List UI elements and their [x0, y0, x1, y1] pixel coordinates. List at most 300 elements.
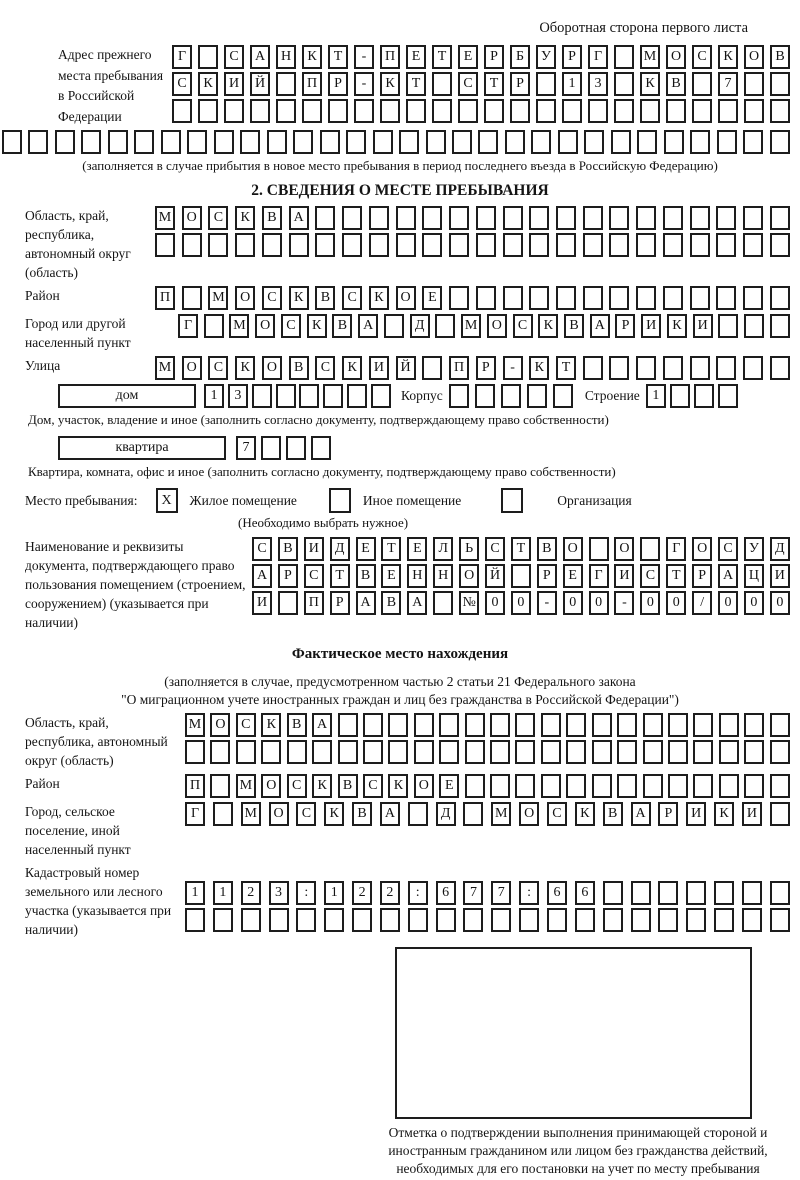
char-cell[interactable] — [770, 881, 790, 905]
char-cell[interactable] — [439, 713, 459, 737]
char-cell[interactable] — [714, 881, 734, 905]
char-cell[interactable]: 0 — [485, 591, 505, 615]
char-cell[interactable] — [566, 740, 586, 764]
char-cell[interactable] — [210, 774, 230, 798]
char-cell[interactable]: И — [693, 314, 713, 338]
char-cell[interactable] — [719, 713, 739, 737]
char-cell[interactable] — [352, 908, 372, 932]
char-cell[interactable]: Т — [666, 564, 686, 588]
char-cell[interactable]: Р — [692, 564, 712, 588]
char-cell[interactable]: О — [235, 286, 255, 310]
char-cell[interactable]: М — [155, 206, 175, 230]
char-cell[interactable] — [490, 713, 510, 737]
char-cell[interactable] — [527, 384, 547, 408]
char-cell[interactable]: К — [369, 286, 389, 310]
char-cell[interactable] — [505, 130, 525, 154]
char-cell[interactable] — [432, 99, 452, 123]
char-cell[interactable]: П — [185, 774, 205, 798]
char-cell[interactable]: Е — [422, 286, 442, 310]
char-cell[interactable] — [609, 356, 629, 380]
char-cell[interactable] — [742, 908, 762, 932]
char-cell[interactable]: С — [718, 537, 738, 561]
char-cell[interactable]: Т — [511, 537, 531, 561]
char-cell[interactable]: Е — [356, 537, 376, 561]
char-cell[interactable]: С — [315, 356, 335, 380]
char-cell[interactable] — [611, 130, 631, 154]
char-cell[interactable]: 6 — [436, 881, 456, 905]
char-cell[interactable]: 3 — [588, 72, 608, 96]
char-cell[interactable] — [511, 564, 531, 588]
char-cell[interactable]: А — [718, 564, 738, 588]
char-cell[interactable]: К — [538, 314, 558, 338]
char-cell[interactable]: 1 — [562, 72, 582, 96]
char-cell[interactable]: 6 — [547, 881, 567, 905]
char-cell[interactable]: Т — [432, 45, 452, 69]
char-cell[interactable] — [81, 130, 101, 154]
char-cell[interactable]: С — [296, 802, 316, 826]
char-cell[interactable] — [276, 384, 296, 408]
char-cell[interactable]: А — [380, 802, 400, 826]
char-cell[interactable] — [208, 233, 228, 257]
char-cell[interactable] — [609, 206, 629, 230]
char-cell[interactable] — [204, 314, 224, 338]
char-cell[interactable] — [278, 591, 298, 615]
char-cell[interactable]: А — [252, 564, 272, 588]
char-cell[interactable]: И — [369, 356, 389, 380]
char-cell[interactable] — [342, 206, 362, 230]
char-cell[interactable] — [690, 286, 710, 310]
char-cell[interactable] — [592, 740, 612, 764]
char-cell[interactable] — [369, 206, 389, 230]
char-cell[interactable]: - — [503, 356, 523, 380]
char-cell[interactable] — [414, 713, 434, 737]
char-cell[interactable] — [422, 233, 442, 257]
char-cell[interactable]: - — [354, 72, 374, 96]
char-cell[interactable] — [614, 99, 634, 123]
char-cell[interactable] — [213, 802, 233, 826]
char-cell[interactable]: М — [236, 774, 256, 798]
char-cell[interactable]: Ц — [744, 564, 764, 588]
char-cell[interactable] — [503, 206, 523, 230]
char-cell[interactable] — [614, 72, 634, 96]
char-cell[interactable] — [369, 233, 389, 257]
char-cell[interactable] — [312, 740, 332, 764]
char-cell[interactable]: Н — [407, 564, 427, 588]
char-cell[interactable] — [636, 206, 656, 230]
char-cell[interactable]: 3 — [269, 881, 289, 905]
char-cell[interactable] — [388, 713, 408, 737]
char-cell[interactable] — [262, 233, 282, 257]
char-cell[interactable]: 2 — [380, 881, 400, 905]
char-cell[interactable] — [670, 384, 690, 408]
char-cell[interactable] — [380, 908, 400, 932]
char-cell[interactable]: С — [547, 802, 567, 826]
char-cell[interactable]: М — [155, 356, 175, 380]
char-cell[interactable] — [250, 99, 270, 123]
char-cell[interactable] — [510, 99, 530, 123]
char-cell[interactable] — [770, 206, 790, 230]
char-cell[interactable] — [566, 713, 586, 737]
char-cell[interactable] — [668, 713, 688, 737]
char-cell[interactable]: А — [356, 591, 376, 615]
char-cell[interactable] — [575, 908, 595, 932]
char-cell[interactable] — [770, 740, 790, 764]
char-cell[interactable]: В — [332, 314, 352, 338]
char-cell[interactable]: П — [380, 45, 400, 69]
char-cell[interactable] — [770, 99, 790, 123]
char-cell[interactable]: К — [718, 45, 738, 69]
char-cell[interactable] — [631, 881, 651, 905]
char-cell[interactable]: С — [281, 314, 301, 338]
char-cell[interactable] — [743, 206, 763, 230]
char-cell[interactable]: Е — [381, 564, 401, 588]
char-cell[interactable] — [716, 206, 736, 230]
char-cell[interactable] — [529, 206, 549, 230]
char-cell[interactable] — [717, 130, 737, 154]
char-cell[interactable]: В — [287, 713, 307, 737]
char-cell[interactable] — [449, 286, 469, 310]
char-cell[interactable]: Й — [396, 356, 416, 380]
char-cell[interactable] — [744, 314, 764, 338]
char-cell[interactable]: Д — [330, 537, 350, 561]
char-cell[interactable] — [346, 130, 366, 154]
char-cell[interactable]: С — [485, 537, 505, 561]
char-cell[interactable] — [240, 130, 260, 154]
char-cell[interactable] — [536, 99, 556, 123]
char-cell[interactable]: В — [356, 564, 376, 588]
char-cell[interactable] — [380, 99, 400, 123]
char-cell[interactable]: В — [352, 802, 372, 826]
char-cell[interactable] — [744, 99, 764, 123]
char-cell[interactable] — [719, 740, 739, 764]
char-cell[interactable]: О — [666, 45, 686, 69]
char-cell[interactable]: А — [590, 314, 610, 338]
char-cell[interactable]: К — [324, 802, 344, 826]
char-cell[interactable]: Г — [178, 314, 198, 338]
char-cell[interactable]: С — [208, 206, 228, 230]
char-cell[interactable]: 7 — [491, 881, 511, 905]
char-cell[interactable] — [603, 908, 623, 932]
char-cell[interactable] — [236, 740, 256, 764]
char-cell[interactable] — [584, 130, 604, 154]
char-cell[interactable]: Е — [406, 45, 426, 69]
char-cell[interactable] — [373, 130, 393, 154]
char-cell[interactable]: Р — [330, 591, 350, 615]
char-cell[interactable] — [315, 206, 335, 230]
char-cell[interactable] — [744, 713, 764, 737]
char-cell[interactable]: Б — [510, 45, 530, 69]
char-cell[interactable]: И — [252, 591, 272, 615]
char-cell[interactable] — [490, 774, 510, 798]
char-cell[interactable] — [478, 130, 498, 154]
char-cell[interactable] — [55, 130, 75, 154]
char-cell[interactable]: 7 — [718, 72, 738, 96]
char-cell[interactable]: В — [262, 206, 282, 230]
char-cell[interactable]: К — [380, 72, 400, 96]
char-cell[interactable] — [529, 233, 549, 257]
char-cell[interactable]: Й — [485, 564, 505, 588]
char-cell[interactable]: Т — [328, 45, 348, 69]
char-cell[interactable]: Г — [588, 45, 608, 69]
char-cell[interactable]: К — [312, 774, 332, 798]
char-cell[interactable] — [614, 45, 634, 69]
char-cell[interactable]: Р — [615, 314, 635, 338]
char-cell[interactable]: У — [536, 45, 556, 69]
char-cell[interactable] — [531, 130, 551, 154]
char-cell[interactable]: 0 — [666, 591, 686, 615]
char-cell[interactable]: А — [312, 713, 332, 737]
char-cell[interactable] — [592, 713, 612, 737]
char-cell[interactable] — [743, 286, 763, 310]
char-cell[interactable]: 0 — [511, 591, 531, 615]
char-cell[interactable] — [396, 233, 416, 257]
char-cell[interactable] — [198, 99, 218, 123]
char-cell[interactable]: О — [744, 45, 764, 69]
char-cell[interactable] — [182, 233, 202, 257]
char-cell[interactable] — [408, 802, 428, 826]
char-cell[interactable] — [743, 356, 763, 380]
char-cell[interactable] — [449, 206, 469, 230]
char-cell[interactable] — [515, 713, 535, 737]
char-cell[interactable] — [422, 356, 442, 380]
char-cell[interactable]: К — [342, 356, 362, 380]
char-cell[interactable] — [690, 130, 710, 154]
char-cell[interactable] — [556, 233, 576, 257]
char-cell[interactable]: Т — [484, 72, 504, 96]
char-cell[interactable]: Р — [658, 802, 678, 826]
char-cell[interactable]: В — [666, 72, 686, 96]
char-cell[interactable] — [770, 908, 790, 932]
char-cell[interactable]: В — [315, 286, 335, 310]
char-cell[interactable] — [286, 436, 306, 460]
char-cell[interactable] — [529, 286, 549, 310]
checkbox-other-premises[interactable] — [329, 488, 351, 513]
char-cell[interactable] — [693, 774, 713, 798]
char-cell[interactable] — [311, 436, 331, 460]
char-cell[interactable] — [449, 384, 469, 408]
char-cell[interactable]: П — [155, 286, 175, 310]
char-cell[interactable] — [210, 740, 230, 764]
char-cell[interactable] — [770, 713, 790, 737]
char-cell[interactable] — [458, 99, 478, 123]
char-cell[interactable]: Р — [484, 45, 504, 69]
char-cell[interactable] — [744, 740, 764, 764]
char-cell[interactable]: 7 — [463, 881, 483, 905]
char-cell[interactable]: Р — [278, 564, 298, 588]
char-cell[interactable] — [690, 356, 710, 380]
char-cell[interactable]: С — [692, 45, 712, 69]
char-cell[interactable]: / — [692, 591, 712, 615]
char-cell[interactable]: 3 — [228, 384, 248, 408]
char-cell[interactable] — [2, 130, 22, 154]
char-cell[interactable] — [436, 908, 456, 932]
char-cell[interactable] — [287, 740, 307, 764]
char-cell[interactable] — [465, 713, 485, 737]
char-cell[interactable] — [718, 99, 738, 123]
char-cell[interactable] — [476, 286, 496, 310]
char-cell[interactable]: О — [269, 802, 289, 826]
char-cell[interactable] — [363, 713, 383, 737]
char-cell[interactable] — [643, 774, 663, 798]
char-cell[interactable] — [439, 740, 459, 764]
char-cell[interactable] — [583, 356, 603, 380]
char-cell[interactable]: С — [252, 537, 272, 561]
char-cell[interactable]: А — [358, 314, 378, 338]
char-cell[interactable] — [663, 233, 683, 257]
char-cell[interactable]: Г — [172, 45, 192, 69]
char-cell[interactable]: 0 — [718, 591, 738, 615]
char-cell[interactable] — [690, 206, 710, 230]
char-cell[interactable]: Т — [406, 72, 426, 96]
char-cell[interactable]: С — [363, 774, 383, 798]
char-cell[interactable]: И — [742, 802, 762, 826]
char-cell[interactable] — [668, 774, 688, 798]
char-cell[interactable]: И — [304, 537, 324, 561]
char-cell[interactable] — [770, 802, 790, 826]
char-cell[interactable] — [640, 99, 660, 123]
char-cell[interactable]: С — [458, 72, 478, 96]
char-cell[interactable] — [663, 286, 683, 310]
char-cell[interactable] — [770, 286, 790, 310]
char-cell[interactable] — [503, 286, 523, 310]
char-cell[interactable] — [589, 537, 609, 561]
char-cell[interactable]: С — [224, 45, 244, 69]
char-cell[interactable]: О — [396, 286, 416, 310]
char-cell[interactable] — [396, 206, 416, 230]
char-cell[interactable] — [553, 384, 573, 408]
char-cell[interactable]: 1 — [213, 881, 233, 905]
char-cell[interactable] — [716, 356, 736, 380]
char-cell[interactable] — [276, 99, 296, 123]
char-cell[interactable] — [224, 99, 244, 123]
char-cell[interactable] — [770, 774, 790, 798]
char-cell[interactable] — [320, 130, 340, 154]
char-cell[interactable]: 7 — [236, 436, 256, 460]
char-cell[interactable] — [185, 908, 205, 932]
char-cell[interactable] — [640, 537, 660, 561]
char-cell[interactable]: А — [631, 802, 651, 826]
char-cell[interactable] — [742, 881, 762, 905]
char-cell[interactable] — [267, 130, 287, 154]
char-cell[interactable] — [583, 233, 603, 257]
char-cell[interactable]: Е — [458, 45, 478, 69]
char-cell[interactable] — [617, 774, 637, 798]
checkbox-residential[interactable]: X — [156, 488, 178, 513]
char-cell[interactable]: П — [302, 72, 322, 96]
char-cell[interactable]: М — [229, 314, 249, 338]
char-cell[interactable]: К — [289, 286, 309, 310]
char-cell[interactable]: О — [692, 537, 712, 561]
char-cell[interactable]: О — [487, 314, 507, 338]
char-cell[interactable]: № — [459, 591, 479, 615]
char-cell[interactable] — [566, 774, 586, 798]
char-cell[interactable] — [484, 99, 504, 123]
char-cell[interactable] — [718, 314, 738, 338]
char-cell[interactable]: В — [278, 537, 298, 561]
char-cell[interactable]: К — [307, 314, 327, 338]
char-cell[interactable] — [108, 130, 128, 154]
char-cell[interactable] — [519, 908, 539, 932]
char-cell[interactable] — [744, 774, 764, 798]
char-cell[interactable] — [388, 740, 408, 764]
char-cell[interactable] — [476, 206, 496, 230]
char-cell[interactable] — [770, 356, 790, 380]
char-cell[interactable]: Р — [476, 356, 496, 380]
char-cell[interactable]: Р — [562, 45, 582, 69]
char-cell[interactable]: М — [640, 45, 660, 69]
char-cell[interactable] — [399, 130, 419, 154]
char-cell[interactable] — [435, 314, 455, 338]
char-cell[interactable] — [315, 233, 335, 257]
char-cell[interactable]: О — [182, 356, 202, 380]
char-cell[interactable] — [465, 740, 485, 764]
char-cell[interactable]: 0 — [770, 591, 790, 615]
char-cell[interactable] — [692, 72, 712, 96]
char-cell[interactable]: О — [262, 356, 282, 380]
char-cell[interactable] — [743, 130, 763, 154]
char-cell[interactable] — [716, 233, 736, 257]
char-cell[interactable] — [770, 314, 790, 338]
char-cell[interactable]: 2 — [352, 881, 372, 905]
char-cell[interactable]: О — [519, 802, 539, 826]
char-cell[interactable] — [562, 99, 582, 123]
char-cell[interactable] — [449, 233, 469, 257]
char-cell[interactable] — [426, 130, 446, 154]
char-cell[interactable]: : — [519, 881, 539, 905]
char-cell[interactable] — [583, 206, 603, 230]
char-cell[interactable] — [347, 384, 367, 408]
char-cell[interactable]: К — [198, 72, 218, 96]
char-cell[interactable]: К — [667, 314, 687, 338]
char-cell[interactable]: 2 — [241, 881, 261, 905]
char-cell[interactable]: У — [744, 537, 764, 561]
char-cell[interactable] — [693, 740, 713, 764]
char-cell[interactable]: К — [261, 713, 281, 737]
char-cell[interactable]: О — [459, 564, 479, 588]
char-cell[interactable]: Г — [666, 537, 686, 561]
char-cell[interactable] — [744, 72, 764, 96]
char-cell[interactable] — [342, 233, 362, 257]
char-cell[interactable]: Т — [556, 356, 576, 380]
char-cell[interactable]: В — [603, 802, 623, 826]
char-cell[interactable]: К — [235, 356, 255, 380]
char-cell[interactable]: 6 — [575, 881, 595, 905]
char-cell[interactable] — [172, 99, 192, 123]
char-cell[interactable]: 0 — [744, 591, 764, 615]
char-cell[interactable]: : — [296, 881, 316, 905]
char-cell[interactable]: А — [289, 206, 309, 230]
char-cell[interactable] — [588, 99, 608, 123]
char-cell[interactable]: М — [241, 802, 261, 826]
char-cell[interactable]: О — [182, 206, 202, 230]
char-cell[interactable]: Д — [410, 314, 430, 338]
char-cell[interactable]: - — [354, 45, 374, 69]
char-cell[interactable]: Р — [537, 564, 557, 588]
char-cell[interactable] — [155, 233, 175, 257]
char-cell[interactable] — [185, 740, 205, 764]
char-cell[interactable] — [302, 99, 322, 123]
char-cell[interactable]: В — [338, 774, 358, 798]
char-cell[interactable]: 1 — [646, 384, 666, 408]
char-cell[interactable]: Д — [770, 537, 790, 561]
char-cell[interactable] — [643, 740, 663, 764]
char-cell[interactable] — [338, 713, 358, 737]
char-cell[interactable] — [475, 384, 495, 408]
char-cell[interactable]: В — [381, 591, 401, 615]
char-cell[interactable]: 0 — [640, 591, 660, 615]
char-cell[interactable]: И — [614, 564, 634, 588]
char-cell[interactable] — [743, 233, 763, 257]
